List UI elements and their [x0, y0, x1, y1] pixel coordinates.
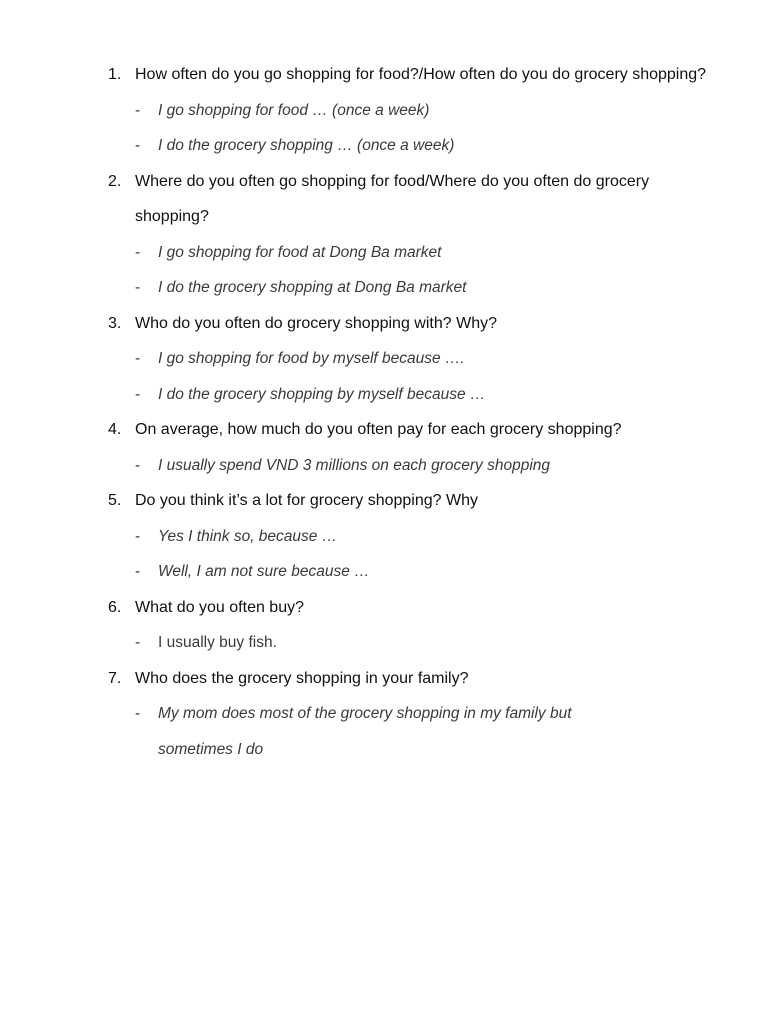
- answer-item: [108, 270, 708, 306]
- question-text: On average, how much do you often pay for each grocery shopping?: [135, 421, 622, 438]
- answer-item: [108, 341, 708, 377]
- answer-text: Yes I think so, because …: [158, 527, 338, 545]
- answer-list: [108, 519, 708, 590]
- question-item: [108, 661, 708, 768]
- answer-list: [108, 93, 708, 164]
- answer-dash: -: [135, 527, 141, 545]
- answer-text: I go shopping for food at Dong Ba market: [158, 243, 442, 261]
- question: [108, 164, 708, 235]
- answer-list: [108, 625, 708, 661]
- question-number: 3.: [108, 314, 122, 332]
- question-number: 5.: [108, 492, 122, 509]
- answer-dash: -: [135, 385, 141, 403]
- answer-item: [108, 377, 708, 413]
- answer-text: I usually spend VND 3 millions on each grocery shopping: [158, 456, 551, 474]
- answer-text: I usually buy fish.: [158, 634, 277, 651]
- question-number: 1.: [108, 66, 122, 83]
- answer-text: I do the grocery shopping by myself because …: [158, 385, 486, 403]
- answer-text: I go shopping for food … (once a week): [158, 101, 430, 119]
- answer-dash: -: [135, 456, 141, 474]
- answer-dash: -: [135, 350, 141, 367]
- question-item: [108, 412, 708, 483]
- question-number: 4.: [108, 421, 122, 438]
- question: [108, 306, 708, 342]
- answer-item: [108, 93, 708, 129]
- question-text: Who does the grocery shopping in your family?: [135, 669, 469, 687]
- answer-list: [108, 235, 708, 306]
- question-item: [108, 57, 708, 164]
- answer-dash: -: [135, 137, 141, 154]
- answer-text: My mom does most of the grocery shopping in my family but sometimes I do: [158, 705, 572, 758]
- answer-text: I do the grocery shopping at Dong Ba market: [158, 279, 467, 296]
- question-list: [108, 57, 708, 767]
- question-text: How often do you go shopping for food?/How often do you do grocery shopping?: [135, 66, 707, 83]
- answer-dash: -: [135, 634, 141, 651]
- question-number: 7.: [108, 669, 122, 687]
- answer-list: [108, 696, 708, 767]
- question-number: 6.: [108, 598, 122, 616]
- answer-text: I do the grocery shopping … (once a week): [158, 137, 455, 154]
- question: [108, 661, 708, 697]
- question-text: Who do you often do grocery shopping with? Why?: [135, 314, 497, 332]
- question: [108, 57, 708, 93]
- answer-item: [108, 128, 708, 164]
- question-item: [108, 164, 708, 306]
- question-text: What do you often buy?: [135, 598, 304, 616]
- question-item: [108, 483, 708, 590]
- question-text: Do you think it’s a lot for grocery shopping? Why: [135, 492, 478, 509]
- answer-list: [108, 341, 708, 412]
- answer-item: [108, 554, 708, 590]
- answer-item: [108, 519, 708, 555]
- answer-item: [108, 235, 708, 271]
- answer-item: [108, 448, 708, 484]
- answer-dash: -: [135, 101, 141, 119]
- question-text: Where do you often go shopping for food/Where do you often do grocery shopping?: [135, 172, 650, 225]
- answer-list: [108, 448, 708, 484]
- answer-dash: -: [135, 705, 141, 722]
- answer-text: I go shopping for food by myself because ….: [158, 350, 465, 367]
- answer-item: [108, 696, 708, 767]
- answer-dash: -: [135, 563, 141, 580]
- question: [108, 590, 708, 626]
- answer-item: [108, 625, 708, 661]
- answer-text: Well, I am not sure because …: [158, 563, 370, 580]
- answer-dash: -: [135, 243, 141, 261]
- question-item: [108, 306, 708, 413]
- answer-dash: -: [135, 279, 141, 296]
- question-number: 2.: [108, 172, 122, 190]
- question: [108, 483, 708, 519]
- question: [108, 412, 708, 448]
- question-item: [108, 590, 708, 661]
